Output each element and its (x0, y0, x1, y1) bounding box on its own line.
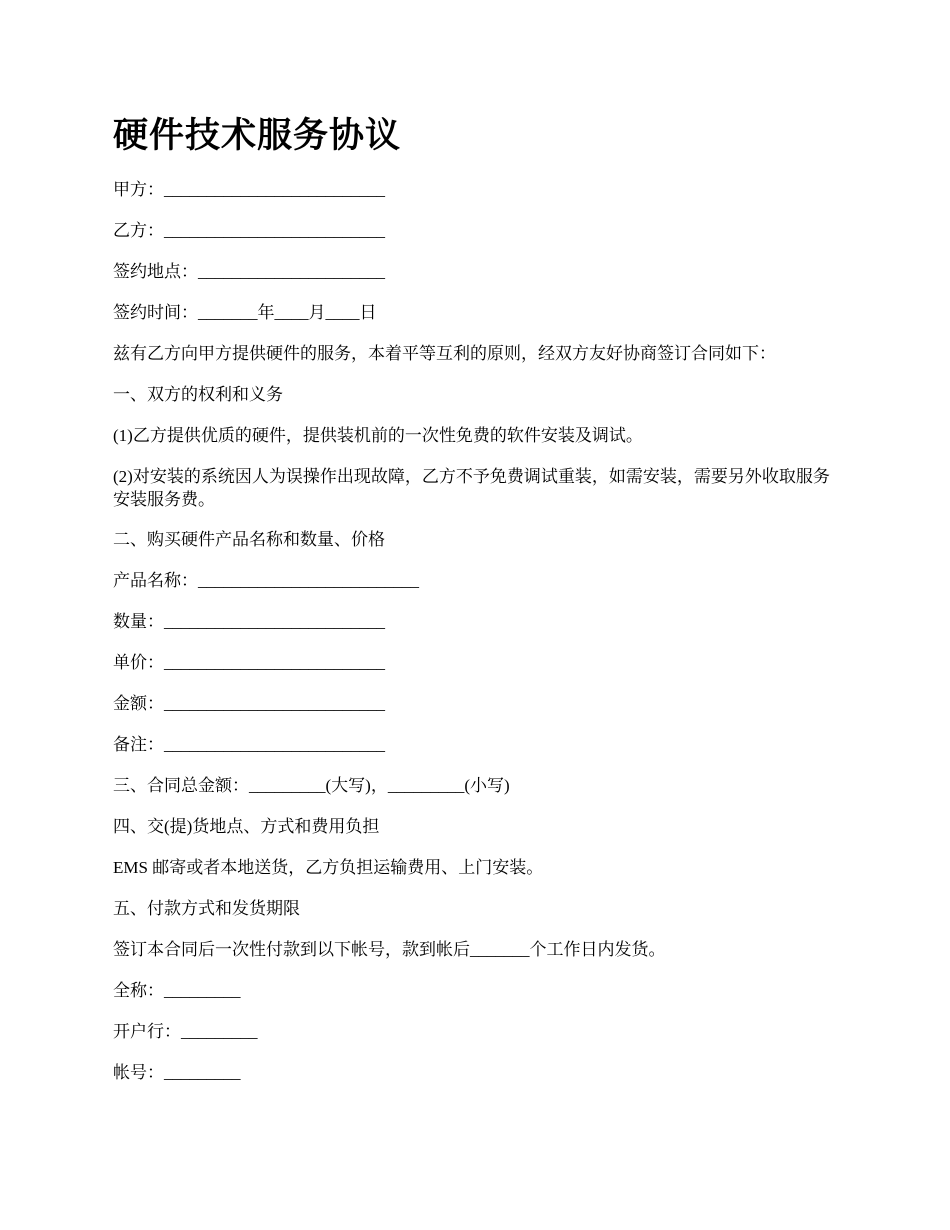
product-name-field: 产品名称：__________________________ (113, 571, 419, 590)
signing-date-field: 签约时间：_______年____月____日 (113, 303, 377, 322)
payment-clause: 签订本合同后一次性付款到以下帐号，款到帐后_______个工作日内发货。 (113, 940, 666, 959)
quantity-field: 数量：__________________________ (113, 612, 385, 631)
section-3-total-amount: 三、合同总金额：_________(大写)，_________(小写) (113, 776, 510, 795)
preamble-paragraph: 兹有乙方向甲方提供硬件的服务，本着平等互利的原则，经双方友好协商签订合同如下： (113, 344, 776, 363)
section-2-heading: 二、购买硬件产品名称和数量、价格 (113, 530, 385, 549)
party-b-field: 乙方：__________________________ (113, 221, 385, 240)
section-1-heading: 一、双方的权利和义务 (113, 385, 283, 404)
bank-field: 开户行：_________ (113, 1022, 258, 1041)
section-4-heading: 四、交(提)货地点、方式和费用负担 (113, 817, 380, 836)
amount-field: 金额：__________________________ (113, 694, 385, 713)
clause-1-2: (2)对安装的系统因人为误操作出现故障，乙方不予免费调试重装，如需安装，需要另外收取服务安装服务费。 (113, 467, 830, 509)
clause-1-1: (1)乙方提供优质的硬件，提供装机前的一次性免费的软件安装及调试。 (113, 426, 643, 445)
section-5-heading: 五、付款方式和发货期限 (113, 899, 300, 918)
account-number-field: 帐号：_________ (113, 1063, 241, 1082)
signing-place-field: 签约地点：______________________ (113, 262, 385, 281)
remarks-field: 备注：__________________________ (113, 735, 385, 754)
document-page (113, 112, 838, 1102)
account-name-field: 全称：_________ (113, 981, 241, 1000)
delivery-clause: EMS 邮寄或者本地送货，乙方负担运输费用、上门安装。 (113, 858, 544, 877)
document-title: 硬件技术服务协议 (113, 115, 402, 156)
party-a-field: 甲方：__________________________ (113, 180, 385, 199)
unit-price-field: 单价：__________________________ (113, 653, 385, 672)
